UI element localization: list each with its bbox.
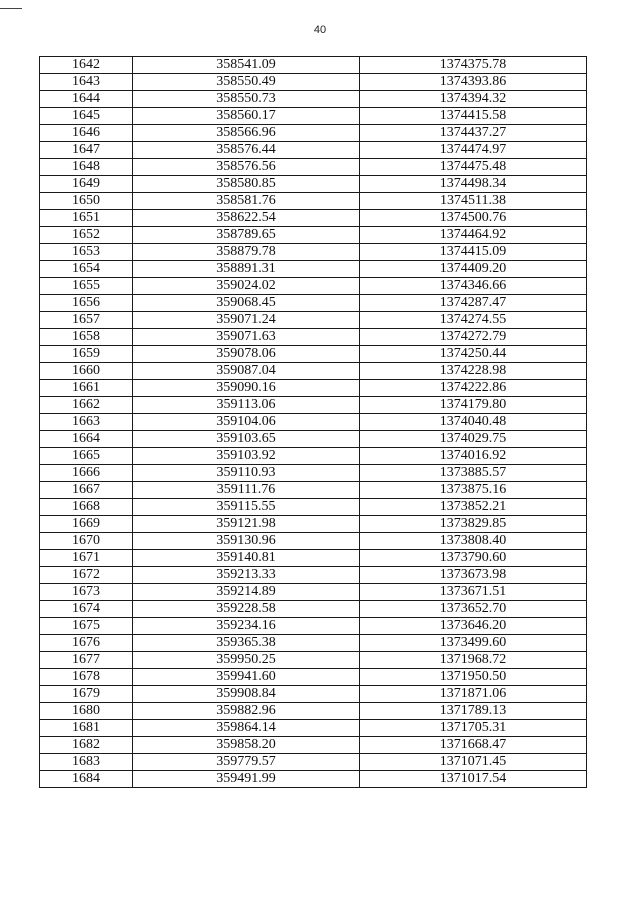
- point-number-cell: 1663: [40, 414, 133, 431]
- scan-edge-mark: [0, 8, 22, 9]
- y-coordinate-cell: 1371968.72: [360, 652, 587, 669]
- x-coordinate-cell: 358541.09: [133, 57, 360, 74]
- table-row: [40, 720, 587, 737]
- point-number-cell: 1659: [40, 346, 133, 363]
- x-coordinate-cell: 359140.81: [133, 550, 360, 567]
- point-number-cell: 1642: [40, 57, 133, 74]
- x-coordinate-cell: 359234.16: [133, 618, 360, 635]
- table-row: [40, 652, 587, 669]
- point-number-cell: 1658: [40, 329, 133, 346]
- point-number-cell: 1670: [40, 533, 133, 550]
- point-number-cell: 1647: [40, 142, 133, 159]
- table-row: [40, 193, 587, 210]
- table-row: [40, 108, 587, 125]
- table-row: [40, 499, 587, 516]
- y-coordinate-cell: 1374250.44: [360, 346, 587, 363]
- table-row: [40, 142, 587, 159]
- table-row: [40, 601, 587, 618]
- point-number-cell: 1674: [40, 601, 133, 618]
- y-coordinate-cell: 1374415.09: [360, 244, 587, 261]
- table-row: [40, 431, 587, 448]
- y-coordinate-cell: 1371071.45: [360, 754, 587, 771]
- point-number-cell: 1673: [40, 584, 133, 601]
- y-coordinate-cell: 1373790.60: [360, 550, 587, 567]
- y-coordinate-cell: 1374375.78: [360, 57, 587, 74]
- y-coordinate-cell: 1374475.48: [360, 159, 587, 176]
- x-coordinate-cell: 359103.65: [133, 431, 360, 448]
- y-coordinate-cell: 1374029.75: [360, 431, 587, 448]
- point-number-cell: 1661: [40, 380, 133, 397]
- x-coordinate-cell: 359864.14: [133, 720, 360, 737]
- table-row: [40, 567, 587, 584]
- y-coordinate-cell: 1373646.20: [360, 618, 587, 635]
- point-number-cell: 1651: [40, 210, 133, 227]
- y-coordinate-cell: 1374498.34: [360, 176, 587, 193]
- point-number-cell: 1669: [40, 516, 133, 533]
- x-coordinate-cell: 358581.76: [133, 193, 360, 210]
- y-coordinate-cell: 1373652.70: [360, 601, 587, 618]
- x-coordinate-cell: 358891.31: [133, 261, 360, 278]
- y-coordinate-cell: 1374415.58: [360, 108, 587, 125]
- table-row: [40, 363, 587, 380]
- page-number: 40: [313, 24, 327, 36]
- x-coordinate-cell: 359213.33: [133, 567, 360, 584]
- table-row: [40, 703, 587, 720]
- x-coordinate-cell: 358622.54: [133, 210, 360, 227]
- x-coordinate-cell: 359950.25: [133, 652, 360, 669]
- coordinates-table: [39, 56, 587, 788]
- table-row: [40, 159, 587, 176]
- table-row: [40, 618, 587, 635]
- x-coordinate-cell: 358789.65: [133, 227, 360, 244]
- x-coordinate-cell: 359365.38: [133, 635, 360, 652]
- x-coordinate-cell: 359130.96: [133, 533, 360, 550]
- table-row: [40, 414, 587, 431]
- x-coordinate-cell: 359908.84: [133, 686, 360, 703]
- table-row: [40, 91, 587, 108]
- y-coordinate-cell: 1374500.76: [360, 210, 587, 227]
- y-coordinate-cell: 1374409.20: [360, 261, 587, 278]
- x-coordinate-cell: 359068.45: [133, 295, 360, 312]
- x-coordinate-cell: 359941.60: [133, 669, 360, 686]
- table-row: [40, 261, 587, 278]
- table-row: [40, 550, 587, 567]
- x-coordinate-cell: 359078.06: [133, 346, 360, 363]
- y-coordinate-cell: 1373852.21: [360, 499, 587, 516]
- x-coordinate-cell: 359115.55: [133, 499, 360, 516]
- y-coordinate-cell: 1373875.16: [360, 482, 587, 499]
- point-number-cell: 1643: [40, 74, 133, 91]
- point-number-cell: 1678: [40, 669, 133, 686]
- table-row: [40, 584, 587, 601]
- x-coordinate-cell: 359121.98: [133, 516, 360, 533]
- table-row: [40, 533, 587, 550]
- x-coordinate-cell: 358580.85: [133, 176, 360, 193]
- table-row: [40, 448, 587, 465]
- point-number-cell: 1655: [40, 278, 133, 295]
- y-coordinate-cell: 1373499.60: [360, 635, 587, 652]
- table-row: [40, 465, 587, 482]
- table-row: [40, 244, 587, 261]
- point-number-cell: 1654: [40, 261, 133, 278]
- table-row: [40, 754, 587, 771]
- y-coordinate-cell: 1374474.97: [360, 142, 587, 159]
- x-coordinate-cell: 359779.57: [133, 754, 360, 771]
- table-row: [40, 686, 587, 703]
- point-number-cell: 1660: [40, 363, 133, 380]
- y-coordinate-cell: 1374464.92: [360, 227, 587, 244]
- table-row: [40, 74, 587, 91]
- y-coordinate-cell: 1371950.50: [360, 669, 587, 686]
- x-coordinate-cell: 359103.92: [133, 448, 360, 465]
- y-coordinate-cell: 1374394.32: [360, 91, 587, 108]
- x-coordinate-cell: 359113.06: [133, 397, 360, 414]
- x-coordinate-cell: 359087.04: [133, 363, 360, 380]
- y-coordinate-cell: 1374287.47: [360, 295, 587, 312]
- table-row: [40, 312, 587, 329]
- x-coordinate-cell: 359228.58: [133, 601, 360, 618]
- point-number-cell: 1648: [40, 159, 133, 176]
- table-row: [40, 57, 587, 74]
- x-coordinate-cell: 359214.89: [133, 584, 360, 601]
- y-coordinate-cell: 1374222.86: [360, 380, 587, 397]
- y-coordinate-cell: 1374040.48: [360, 414, 587, 431]
- point-number-cell: 1662: [40, 397, 133, 414]
- y-coordinate-cell: 1371017.54: [360, 771, 587, 788]
- point-number-cell: 1650: [40, 193, 133, 210]
- point-number-cell: 1649: [40, 176, 133, 193]
- y-coordinate-cell: 1374511.38: [360, 193, 587, 210]
- x-coordinate-cell: 359858.20: [133, 737, 360, 754]
- y-coordinate-cell: 1371871.06: [360, 686, 587, 703]
- point-number-cell: 1646: [40, 125, 133, 142]
- table-row: [40, 210, 587, 227]
- y-coordinate-cell: 1371705.31: [360, 720, 587, 737]
- x-coordinate-cell: 359111.76: [133, 482, 360, 499]
- table-row: [40, 346, 587, 363]
- point-number-cell: 1681: [40, 720, 133, 737]
- table-row: [40, 125, 587, 142]
- table-row: [40, 278, 587, 295]
- point-number-cell: 1656: [40, 295, 133, 312]
- y-coordinate-cell: 1374272.79: [360, 329, 587, 346]
- point-number-cell: 1676: [40, 635, 133, 652]
- x-coordinate-cell: 358576.44: [133, 142, 360, 159]
- x-coordinate-cell: 358550.49: [133, 74, 360, 91]
- table-row: [40, 771, 587, 788]
- y-coordinate-cell: 1371789.13: [360, 703, 587, 720]
- x-coordinate-cell: 358576.56: [133, 159, 360, 176]
- point-number-cell: 1679: [40, 686, 133, 703]
- point-number-cell: 1667: [40, 482, 133, 499]
- table-row: [40, 227, 587, 244]
- table-row: [40, 737, 587, 754]
- point-number-cell: 1680: [40, 703, 133, 720]
- table-row: [40, 635, 587, 652]
- point-number-cell: 1668: [40, 499, 133, 516]
- x-coordinate-cell: 358560.17: [133, 108, 360, 125]
- y-coordinate-cell: 1374228.98: [360, 363, 587, 380]
- coordinates-table-body: [40, 57, 587, 788]
- x-coordinate-cell: 359110.93: [133, 465, 360, 482]
- x-coordinate-cell: 359071.24: [133, 312, 360, 329]
- table-row: [40, 329, 587, 346]
- x-coordinate-cell: 359104.06: [133, 414, 360, 431]
- y-coordinate-cell: 1374274.55: [360, 312, 587, 329]
- point-number-cell: 1675: [40, 618, 133, 635]
- point-number-cell: 1683: [40, 754, 133, 771]
- x-coordinate-cell: 358879.78: [133, 244, 360, 261]
- table-row: [40, 380, 587, 397]
- point-number-cell: 1665: [40, 448, 133, 465]
- y-coordinate-cell: 1374179.80: [360, 397, 587, 414]
- y-coordinate-cell: 1373885.57: [360, 465, 587, 482]
- point-number-cell: 1657: [40, 312, 133, 329]
- y-coordinate-cell: 1373673.98: [360, 567, 587, 584]
- y-coordinate-cell: 1374346.66: [360, 278, 587, 295]
- y-coordinate-cell: 1371668.47: [360, 737, 587, 754]
- y-coordinate-cell: 1373808.40: [360, 533, 587, 550]
- y-coordinate-cell: 1373671.51: [360, 584, 587, 601]
- point-number-cell: 1652: [40, 227, 133, 244]
- table-row: [40, 482, 587, 499]
- x-coordinate-cell: 359024.02: [133, 278, 360, 295]
- table-row: [40, 397, 587, 414]
- table-row: [40, 295, 587, 312]
- point-number-cell: 1664: [40, 431, 133, 448]
- point-number-cell: 1682: [40, 737, 133, 754]
- y-coordinate-cell: 1374393.86: [360, 74, 587, 91]
- point-number-cell: 1672: [40, 567, 133, 584]
- y-coordinate-cell: 1373829.85: [360, 516, 587, 533]
- point-number-cell: 1677: [40, 652, 133, 669]
- x-coordinate-cell: 359090.16: [133, 380, 360, 397]
- x-coordinate-cell: 359071.63: [133, 329, 360, 346]
- y-coordinate-cell: 1374437.27: [360, 125, 587, 142]
- table-row: [40, 516, 587, 533]
- point-number-cell: 1671: [40, 550, 133, 567]
- x-coordinate-cell: 358566.96: [133, 125, 360, 142]
- point-number-cell: 1644: [40, 91, 133, 108]
- table-row: [40, 176, 587, 193]
- x-coordinate-cell: 359882.96: [133, 703, 360, 720]
- point-number-cell: 1684: [40, 771, 133, 788]
- table-row: [40, 669, 587, 686]
- point-number-cell: 1645: [40, 108, 133, 125]
- x-coordinate-cell: 359491.99: [133, 771, 360, 788]
- point-number-cell: 1666: [40, 465, 133, 482]
- y-coordinate-cell: 1374016.92: [360, 448, 587, 465]
- point-number-cell: 1653: [40, 244, 133, 261]
- x-coordinate-cell: 358550.73: [133, 91, 360, 108]
